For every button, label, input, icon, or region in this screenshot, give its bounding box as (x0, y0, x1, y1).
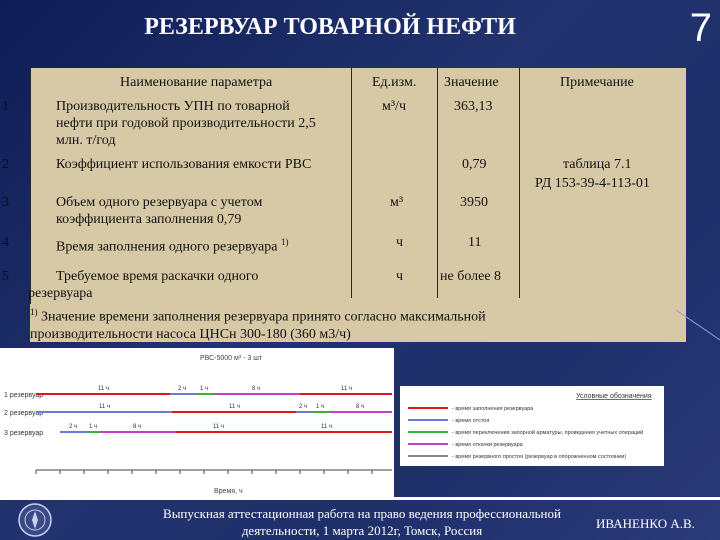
chart-row-label: 2 резервуар (4, 410, 44, 417)
legend-label: - время заполнения резервуара (452, 406, 534, 412)
footer-text: Выпускная аттестационная работа на право ведения профессиональной деятельности, 1 марта 2012г, Томск, Россия (163, 506, 561, 538)
tank-schedule-chart (0, 348, 394, 498)
row-name-line: Коэффициент использования емкости РВС (56, 157, 312, 172)
row-value: не более 8 (440, 269, 502, 284)
chart-segment-label: 11 ч (213, 424, 225, 430)
header-value: Значение (444, 75, 499, 90)
row-unit: ч (396, 235, 404, 250)
chart-segment-label: 11 ч (98, 386, 110, 392)
row-name-line: Требуемое время раскачки одного (56, 269, 259, 284)
row-note-line: РД 153-39-4-113-01 (535, 176, 650, 191)
chart-row-label: 1 резервуар (4, 392, 44, 399)
row-note-line: таблица 7.1 (563, 157, 632, 172)
slide-title: РЕЗЕРВУАР ТОВАРНОЙ НЕФТИ (144, 14, 516, 40)
row-number: 2 (2, 157, 9, 172)
page-number: 7 (689, 6, 712, 50)
row-name-line: Производительность УПН по товарной (56, 99, 290, 114)
chart-segment-label: 11 ч (229, 404, 241, 410)
chart-segment-label: 11 ч (341, 386, 353, 392)
decorative-line (676, 300, 720, 350)
table-column-divider (351, 68, 352, 298)
footer-divider (0, 497, 720, 500)
row-name-line: резервуара (28, 286, 93, 301)
row-name-line: млн. т/год (56, 133, 116, 148)
chart-row-label: 3 резервуар (4, 430, 44, 437)
header-parameter-name: Наименование параметра (120, 75, 273, 90)
chart-x-label: Время, ч (214, 488, 243, 495)
chart-segment-label: 2 ч (178, 386, 187, 392)
author-name: ИВАНЕНКО А.В. (596, 516, 695, 531)
chart-segment-label: 11 ч (321, 424, 333, 430)
row-name-line: Объем одного резервуара с учетом (56, 195, 263, 210)
row-value: 363,13 (454, 99, 493, 114)
legend-label: - время резервного простоя (резервуар в опорожненном состоянии) (452, 454, 627, 460)
table-column-divider (519, 68, 520, 298)
parameters-table (2, 68, 686, 342)
chart-segment-label: 2 ч (69, 424, 78, 430)
row-value: 11 (468, 235, 482, 250)
row-number: 5 (2, 269, 9, 284)
row-number: 3 (2, 195, 9, 210)
table-footnote: $^{1)}$ Значение времени заполнения резервуара принято согласно максимальной производительности насоса ЦНСн 300-180 (360 м3/ч) (30, 307, 486, 342)
chart-segment-label: 1 ч (316, 404, 325, 410)
chart-segment-label: 1 ч (200, 386, 209, 392)
legend-label: - время переключения запорной арматуры, проведения учетных операций (452, 430, 644, 436)
header-note: Примечание (560, 75, 634, 90)
tank-schedule-svg (0, 348, 394, 498)
row-unit: ч (396, 269, 404, 284)
header-unit: Ед.изм. (372, 75, 417, 90)
row-name-line: Время заполнения одного резервуара $^{1)}$ (56, 237, 289, 255)
chart-segment-label: 1 ч (89, 424, 98, 430)
chart-segment-label: 8 ч (252, 386, 261, 392)
chart-segment-label: 2 ч (299, 404, 308, 410)
chart-segment-label: 8 ч (356, 404, 365, 410)
row-value: 0,79 (462, 157, 487, 172)
row-name-line: коэффициента заполнения 0,79 (56, 212, 242, 227)
legend-svg (400, 386, 664, 466)
row-name-line: нефти при годовой производительности 2,5 (56, 116, 316, 131)
legend-label: - время отстоя (452, 418, 490, 424)
chart-segment-label: 8 ч (133, 424, 142, 430)
legend-title: Условные обозначения (576, 393, 652, 400)
row-value: 3950 (460, 195, 488, 210)
row-number: 4 (2, 235, 9, 250)
chart-segment-label: 11 ч (99, 404, 111, 410)
table-column-divider (437, 68, 438, 298)
row-unit: м³ (390, 195, 404, 210)
chart-legend (400, 386, 664, 466)
row-unit: м³/ч (382, 99, 406, 114)
table-border-left (30, 68, 31, 304)
chart-title: РВС-5000 м³ - 3 шт (200, 355, 263, 362)
university-emblem-icon (16, 502, 54, 538)
row-number: 1 (2, 99, 9, 114)
legend-label: - время откачки резервуара (452, 442, 523, 448)
